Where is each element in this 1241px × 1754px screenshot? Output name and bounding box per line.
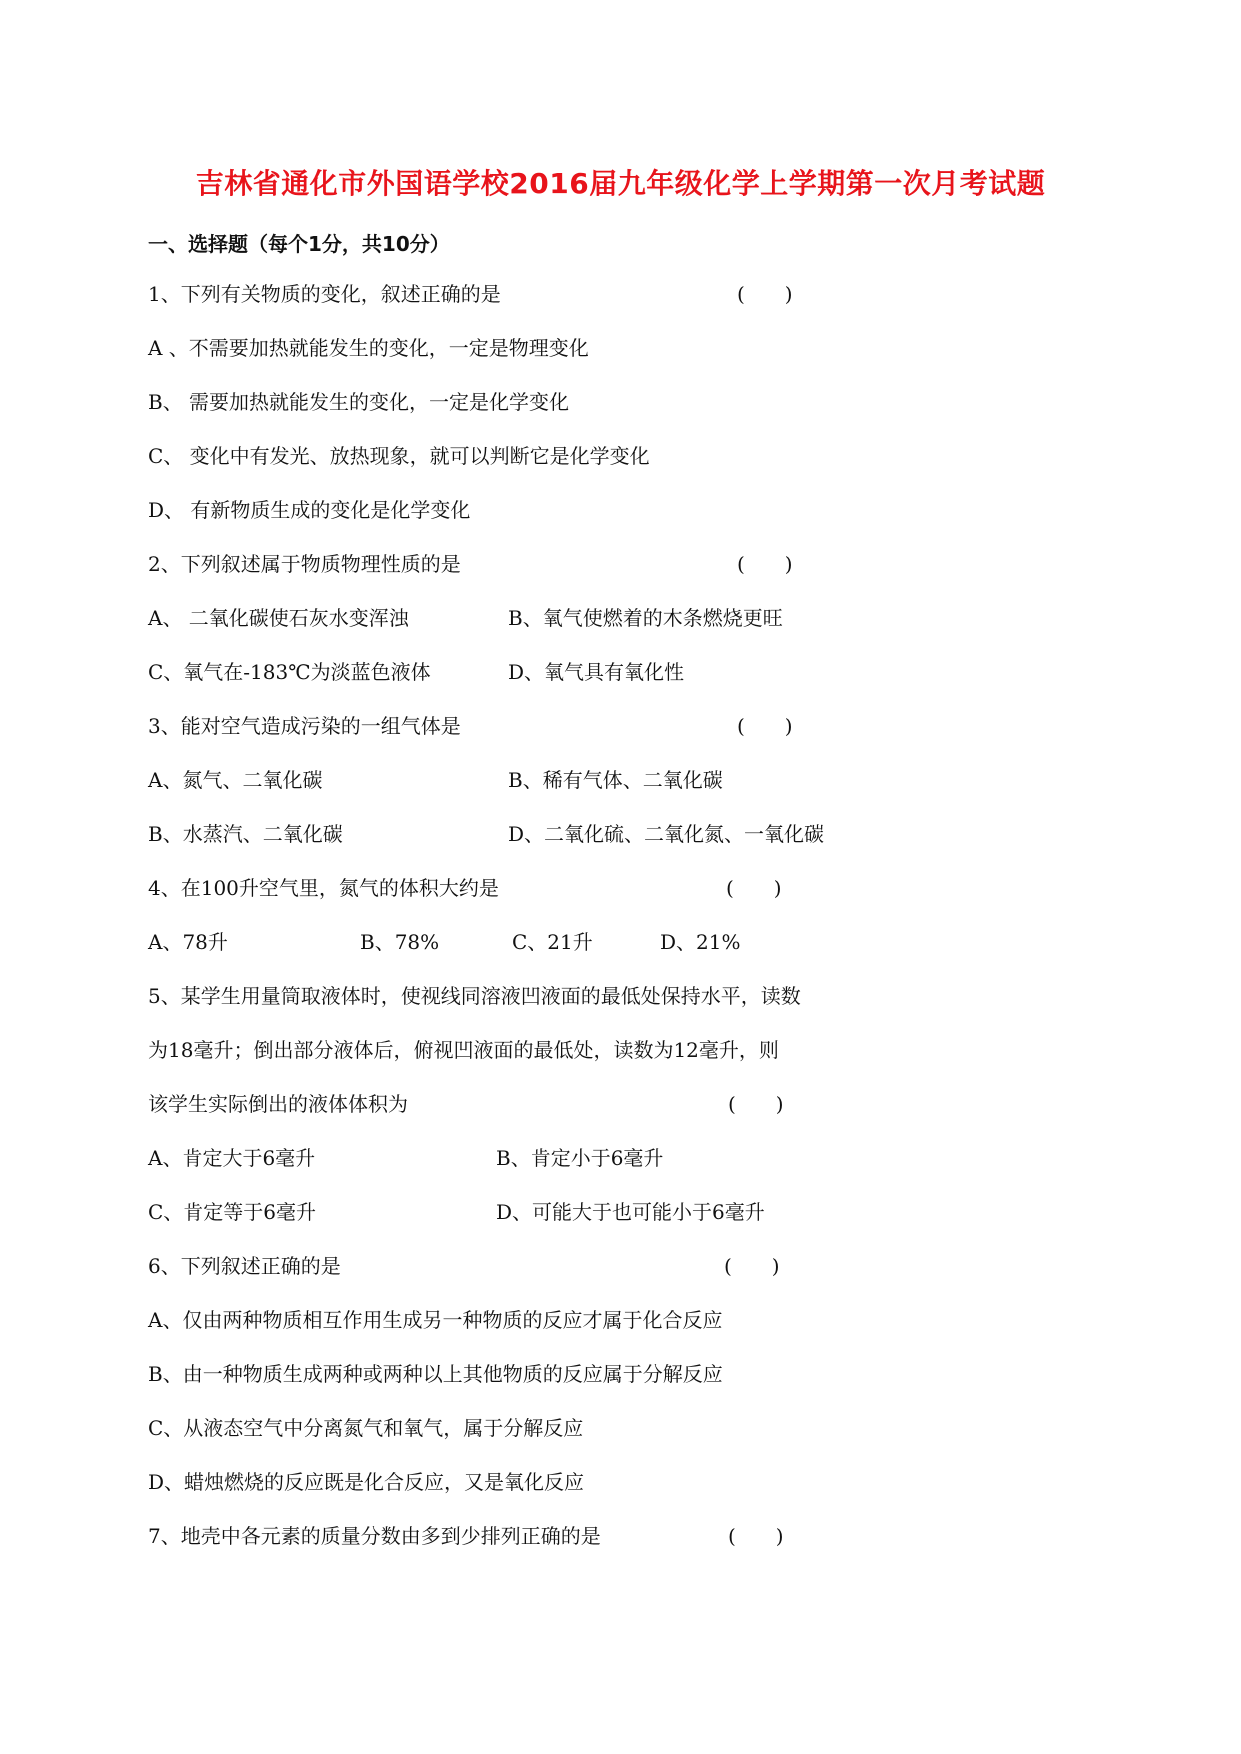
answer-parentheses: ( ) <box>724 1254 780 1278</box>
question-1-stem: 1、下列有关物质的变化，叙述正确的是 <box>148 282 501 306</box>
question-4-option-d: D、21% <box>660 930 741 954</box>
question-2-option-a: A、 二氧化碳使石灰水变浑浊 <box>148 606 409 630</box>
question-1-option-c: C、 变化中有发光、放热现象，就可以判断它是化学变化 <box>148 444 650 468</box>
answer-parentheses: ( ) <box>728 1092 784 1116</box>
answer-parentheses: ( ) <box>728 1524 784 1548</box>
question-1-option-d: D、 有新物质生成的变化是化学变化 <box>148 498 471 522</box>
question-2-option-d: D、氧气具有氧化性 <box>508 660 685 684</box>
question-5-stem-line-2: 为18毫升；倒出部分液体后，俯视凹液面的最低处，读数为12毫升，则 <box>148 1038 779 1062</box>
question-6-option-a: A、仅由两种物质相互作用生成另一种物质的反应才属于化合反应 <box>148 1308 723 1332</box>
question-5-stem-line-3: 该学生实际倒出的液体体积为 <box>148 1092 408 1116</box>
question-4-option-b: B、78% <box>360 930 440 954</box>
question-6-option-b: B、由一种物质生成两种或两种以上其他物质的反应属于分解反应 <box>148 1362 723 1386</box>
answer-parentheses: ( ) <box>737 714 793 738</box>
question-5-stem-line-1: 5、某学生用量筒取液体时，使视线同溶液凹液面的最低处保持水平，读数 <box>148 984 801 1008</box>
question-1-option-a: A 、不需要加热就能发生的变化，一定是物理变化 <box>148 336 589 360</box>
question-3-stem: 3、能对空气造成污染的一组气体是 <box>148 714 461 738</box>
question-2-stem: 2、下列叙述属于物质物理性质的是 <box>148 552 461 576</box>
question-3-option-b: B、稀有气体、二氧化碳 <box>508 768 723 792</box>
question-3-option-c: B、水蒸汽、二氧化碳 <box>148 822 343 846</box>
question-5-option-b: B、肯定小于6毫升 <box>496 1146 664 1170</box>
page-title: 吉林省通化市外国语学校2016届九年级化学上学期第一次月考试题 <box>195 167 1046 200</box>
question-2-option-b: B、氧气使燃着的木条燃烧更旺 <box>508 606 783 630</box>
question-6-option-d: D、蜡烛燃烧的反应既是化合反应，又是氧化反应 <box>148 1470 585 1494</box>
question-5-option-a: A、肯定大于6毫升 <box>148 1146 316 1170</box>
question-4-stem: 4、在100升空气里，氮气的体积大约是 <box>148 876 499 900</box>
question-4-option-a: A、78升 <box>148 930 228 954</box>
question-3-option-a: A、氮气、二氧化碳 <box>148 768 323 792</box>
question-6-option-c: C、从液态空气中分离氮气和氧气，属于分解反应 <box>148 1416 584 1440</box>
section-heading: 一、选择题（每个1分，共10分） <box>148 232 450 256</box>
answer-parentheses: ( ) <box>737 552 793 576</box>
question-4-option-c: C、21升 <box>512 930 593 954</box>
answer-parentheses: ( ) <box>737 282 793 306</box>
question-5-option-c: C、肯定等于6毫升 <box>148 1200 317 1224</box>
question-7-stem: 7、地壳中各元素的质量分数由多到少排列正确的是 <box>148 1524 601 1548</box>
question-5-option-d: D、可能大于也可能小于6毫升 <box>496 1200 765 1224</box>
question-6-stem: 6、下列叙述正确的是 <box>148 1254 341 1278</box>
question-2-option-c: C、氧气在-183℃为淡蓝色液体 <box>148 660 431 684</box>
question-3-option-d: D、二氧化硫、二氧化氮、一氧化碳 <box>508 822 825 846</box>
answer-parentheses: ( ) <box>726 876 782 900</box>
question-1-option-b: B、 需要加热就能发生的变化，一定是化学变化 <box>148 390 570 414</box>
